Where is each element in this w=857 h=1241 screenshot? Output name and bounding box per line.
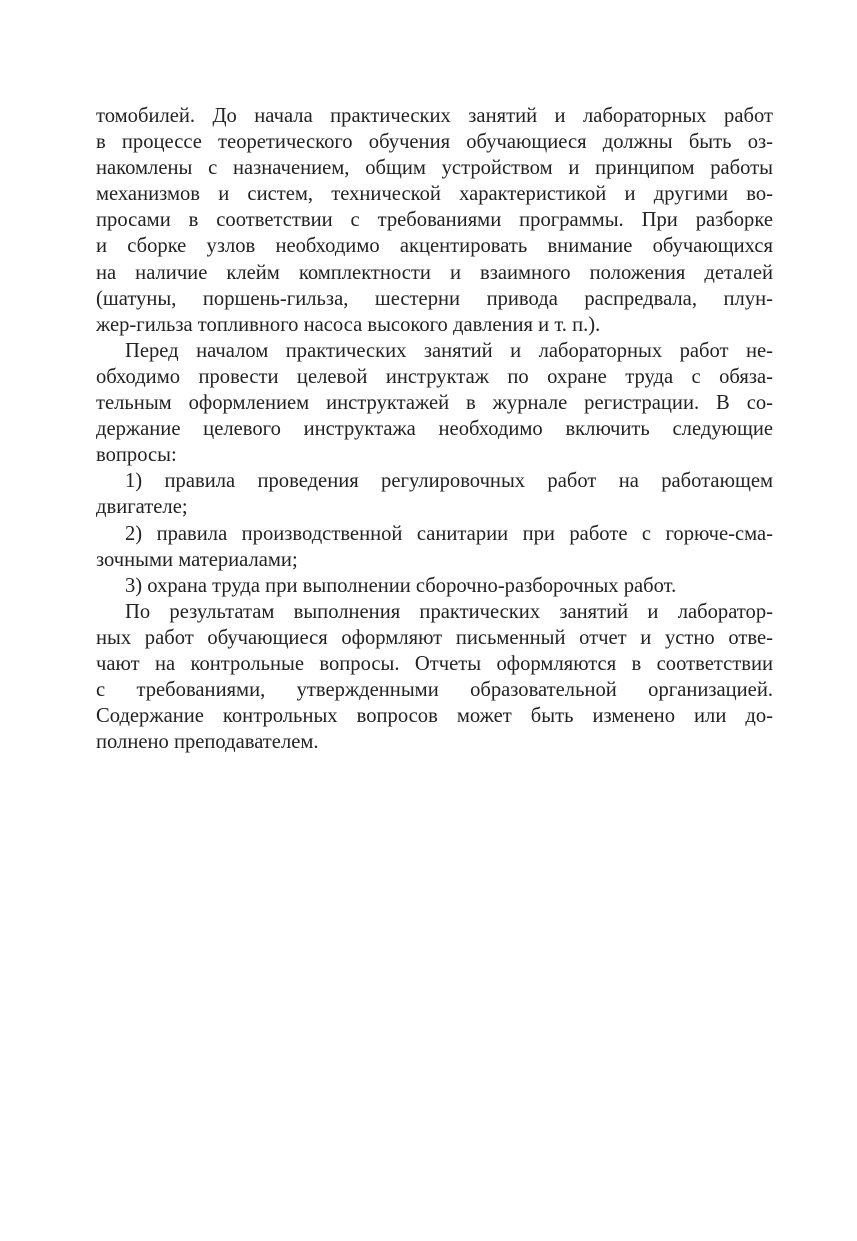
text-line: чают на контрольные вопросы. Отчеты оформляются в соответствии — [96, 652, 773, 675]
text-line: тельным оформлением инструктажей в журнале регистрации. В со- — [96, 392, 773, 415]
text-line: и сборке узлов необходимо акцентировать внимание обучающихся — [96, 235, 773, 258]
text-line: жер-гильза топливного насоса высокого давления и т. п.). — [96, 313, 601, 336]
text-line: (шатуны, поршень-гильза, шестерни привода распредвала, плун- — [96, 287, 773, 310]
text-line: Содержание контрольных вопросов может быть изменено или до- — [96, 705, 773, 728]
document-page-body — [96, 103, 773, 755]
text-line: на наличие клейм комплектности и взаимного положения деталей — [96, 261, 773, 284]
text-line: 3) охрана труда при выполнении сборочно-разборочных работ. — [125, 574, 677, 597]
paragraph — [96, 103, 773, 338]
text-line: 2) правила производственной санитарии при работе с горюче-сма- — [125, 522, 773, 545]
text-line: механизмов и систем, технической характеристикой и другими во- — [96, 183, 773, 206]
text-line: Перед началом практических занятий и лабораторных работ не- — [125, 339, 773, 362]
paragraph — [96, 521, 773, 573]
text-line: зочными материалами; — [96, 548, 298, 571]
text-line: 1) правила проведения регулировочных работ на работающем — [125, 470, 773, 493]
text-line: просами в соответствии с требованиями программы. При разборке — [96, 209, 773, 232]
paragraph — [96, 599, 773, 756]
text-line: ных работ обучающиеся оформляют письменный отчет и устно отве- — [96, 626, 773, 649]
text-line: По результатам выполнения практических занятий и лаборатор- — [125, 600, 773, 623]
paragraph — [96, 468, 773, 520]
paragraph — [96, 573, 773, 599]
text-line: двигателе; — [96, 496, 188, 519]
text-line: полнено преподавателем. — [96, 731, 319, 754]
text-line: держание целевого инструктажа необходимо включить следующие — [96, 418, 773, 441]
paragraph — [96, 338, 773, 468]
text-line: с требованиями, утвержденными образовательной организацией. — [96, 679, 773, 702]
text-line: в процессе теоретического обучения обучающиеся должны быть оз- — [96, 131, 773, 154]
text-line: вопросы: — [96, 444, 177, 467]
text-line: обходимо провести целевой инструктаж по охране труда с обяза- — [96, 365, 773, 388]
text-line: накомлены с назначением, общим устройством и принципом работы — [96, 157, 773, 180]
text-line: томобилей. До начала практических занятий и лабораторных работ — [96, 105, 773, 127]
